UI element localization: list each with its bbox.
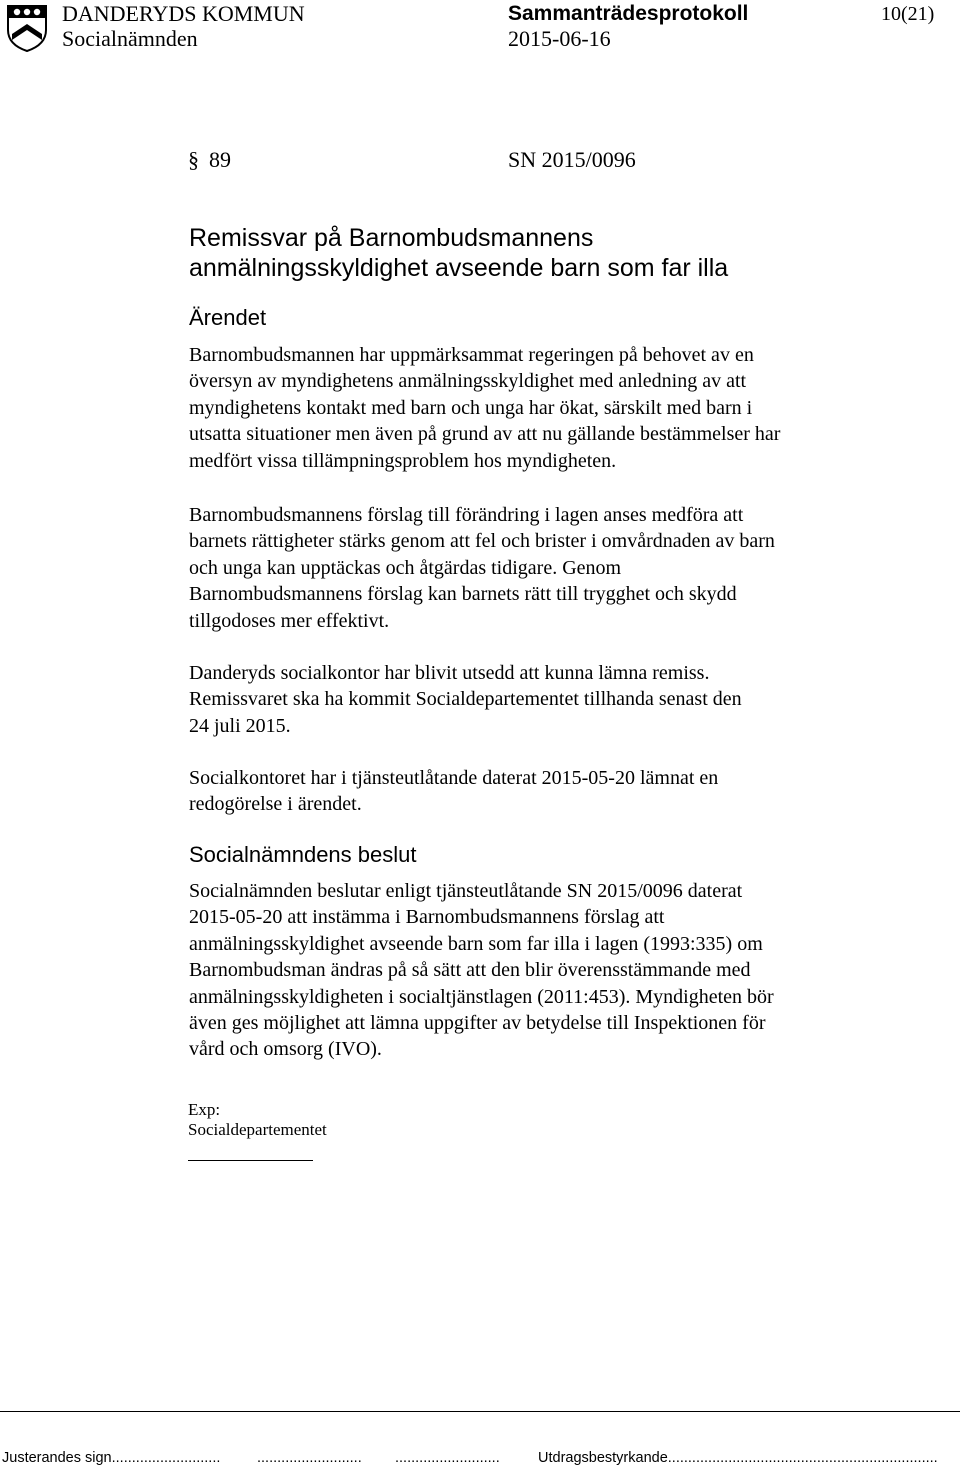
section-number: 89 xyxy=(209,147,231,172)
arendet-paragraph xyxy=(189,765,889,818)
section-marker xyxy=(188,146,231,174)
text-line: redogörelse i ärendet. xyxy=(189,793,362,816)
text-line: även ges möjlighet att lämna uppgifter av betydelse till Inspektionen för xyxy=(189,1012,766,1035)
text-line: anmälningsskyldigheten i socialtjänstlagen (2011:453). Myndigheten bör xyxy=(189,985,774,1008)
signature-dots: .......................... xyxy=(395,1450,500,1466)
document-type: Sammanträdesprotokoll xyxy=(508,2,749,25)
text-line: 2015-05-20 att instämma i Barnombudsmannens förslag att xyxy=(189,906,665,929)
page-number: 10(21) xyxy=(881,3,935,25)
text-line: 24 juli 2015. xyxy=(189,714,291,737)
case-number: SN 2015/0096 xyxy=(508,147,636,172)
text-line: vård och omsorg (IVO). xyxy=(189,1038,382,1061)
text-line: barnets rättigheter stärks genom att fel och brister i omvårdnaden av barn xyxy=(189,530,775,553)
coat-of-arms-logo-icon xyxy=(6,4,48,52)
footer-divider xyxy=(0,1411,960,1412)
arendet-heading: Ärendet xyxy=(189,305,267,330)
text-line: Barnombudsmannens förslag till förändring i lagen anses medföra att xyxy=(189,504,744,526)
text-line: Barnombudsmannens förslag kan barnets rätt till trygghet och skydd xyxy=(189,583,737,606)
utdragsbestyrkande: Utdragsbestyrkande................................................................... xyxy=(538,1450,938,1466)
signature-dots: .......................... xyxy=(257,1450,362,1466)
text-line: myndighetens kontakt med barn och unga har ökat, särskilt med barn i xyxy=(189,396,753,419)
arendet-paragraph xyxy=(189,502,889,634)
text-line: Barnombudsmannen har uppmärksammat regeringen på behovet av en xyxy=(189,344,754,366)
text-line: utsatta situationer men även på grund av att nu gällande bestämmelser har xyxy=(189,423,781,446)
text-line: och unga kan upptäckas och åtgärdas tidigare. Genom xyxy=(189,556,622,579)
text-line: Remissvaret ska ha kommit Socialdepartementet tillhanda senast den xyxy=(189,688,742,711)
organization-name: DANDERYDS KOMMUN xyxy=(62,1,305,26)
text-line: Barnombudsman ändras på så sätt att den blir överensstämmande med xyxy=(189,959,751,982)
signature-rule xyxy=(188,1160,313,1161)
text-line: Socialkontoret har i tjänsteutlåtande daterat 2015-05-20 lämnat en xyxy=(189,767,719,789)
text-line: Danderyds socialkontor har blivit utsedd att kunna lämna remiss. xyxy=(189,662,710,684)
expedition-label: Exp: xyxy=(188,1100,221,1119)
title-line: anmälningsskyldighet avseende barn som far illa xyxy=(189,254,729,282)
beslut-paragraph xyxy=(189,878,889,1063)
beslut-heading: Socialnämndens beslut xyxy=(189,842,417,867)
arendet-paragraph xyxy=(189,342,889,474)
arendet-paragraph xyxy=(189,660,889,739)
committee-name: Socialnämnden xyxy=(62,26,198,51)
text-line: anmälningsskyldighet avseende barn som far illa i lagen (1993:335) om xyxy=(189,932,763,955)
text-line: översyn av myndighetens anmälningsskyldighet med anledning av att xyxy=(189,370,747,393)
meeting-date: 2015-06-16 xyxy=(508,26,611,51)
text-line: medfört vissa tillämpningsproblem hos myndigheten. xyxy=(189,449,617,472)
text-line: Socialnämnden beslutar enligt tjänsteutlåtande SN 2015/0096 daterat xyxy=(189,880,743,902)
text-line: tillgodoses mer effektivt. xyxy=(189,609,390,632)
expedition-recipient: Socialdepartementet xyxy=(188,1120,327,1139)
title-line: Remissvar på Barnombudsmannens xyxy=(189,224,594,252)
page-title xyxy=(189,223,728,283)
justerandes-sign: Justerandes sign........................... xyxy=(2,1450,221,1466)
section-symbol: § xyxy=(188,147,199,172)
